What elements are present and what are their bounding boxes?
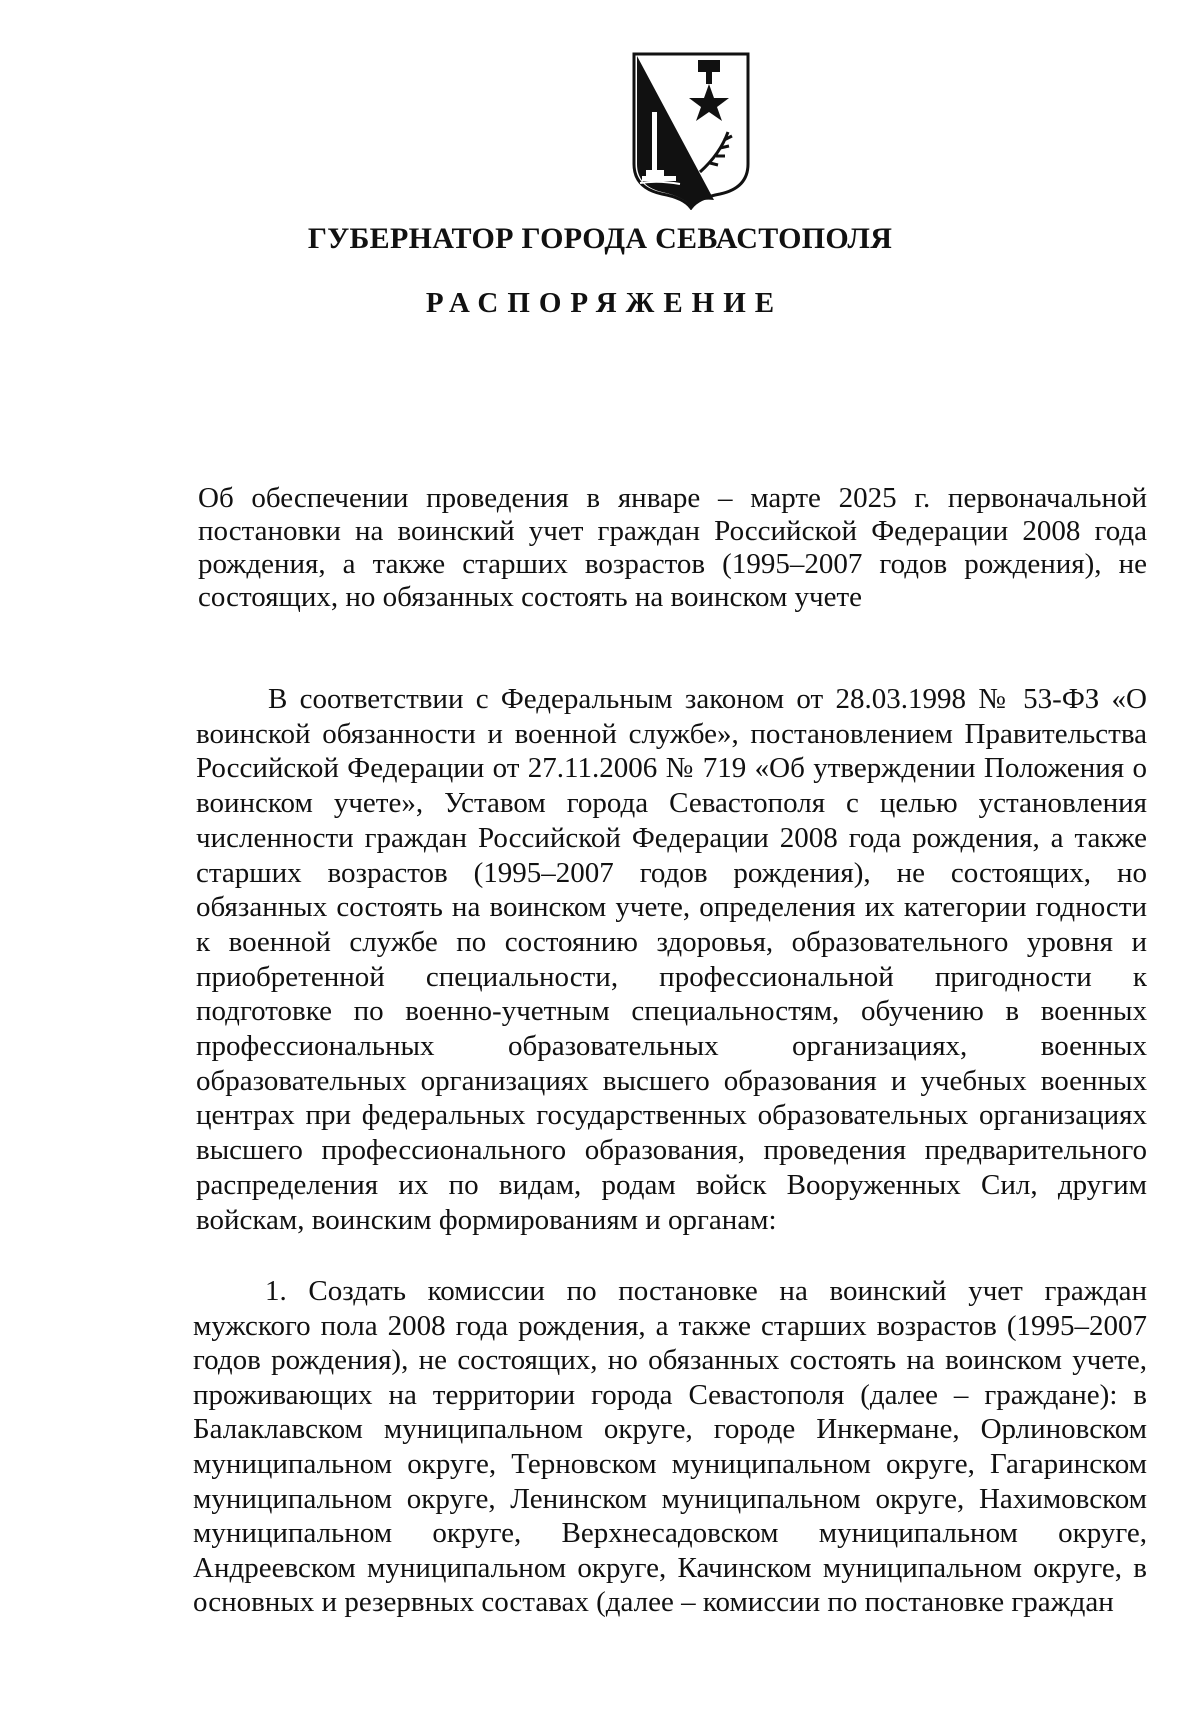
document-subject: Об обеспечении проведения в январе – марте 2025 г. первоначальной постановки на воинский учет граждан Российской Федерации 2008 года рождения, а также старших возрастов (1995–2007 годов рождения), не состоящих, но обязанных состоять на воинском учете	[198, 482, 1147, 613]
sevastopol-coat-of-arms-icon	[628, 52, 754, 210]
preamble-paragraph: В соответствии с Федеральным законом от 28.03.1998 № 53-ФЗ «О воинской обязанности и военной службе», постановлением Правительства Российской Федерации от 27.11.2006 № 719 «Об утверждении Положения о воинском учете», Уставом города Севастополя с целью установления численности граждан Российской Федерации 2008 года рождения, а также старших возрастов (1995–2007 годов рождения), не состоящих, но обязанных состоять на воинском учете, определения их категории годности к военной службе по состоянию здоровья, образовательного уровня и приобретенной специальности, профессиональной пригодности к подготовке по военно-учетным специальностям, обучению в военных профессиональных образовательных организациях, военных образовательных организациях высшего образования и учебных военных центрах при федеральных государственных образовательных организациях высшего профессионального образования, проведения предварительного распределения их по видам, родам войск Вооруженных Сил, другим войскам, воинским формированиям и органам:	[196, 683, 1147, 1236]
issuer-title: ГУБЕРНАТОР ГОРОДА СЕВАСТОПОЛЯ	[307, 222, 893, 255]
document-type: РАСПОРЯЖЕНИЕ	[425, 287, 784, 319]
clause-1: 1. Создать комиссии по постановке на воинский учет граждан мужского пола 2008 года рождения, а также старших возрастов (1995–2007 годов рождения), не состоящих, но обязанных состоять на воинском учете, проживающих на территории города Севастополя (далее – граждане): в Балаклавском муниципальном округе, городе Инкермане, Орлиновском муниципальном округе, Терновском муниципальном округе, Гагаринском муниципальном округе, Ленинском муниципальном округе, Нахимовском муниципальном округе, Верхнесадовском муниципальном округе, Андреевском муниципальном округе, Качинском муниципальном округе, в основных и резервных составах (далее – комиссии по постановке граждан	[193, 1275, 1147, 1619]
